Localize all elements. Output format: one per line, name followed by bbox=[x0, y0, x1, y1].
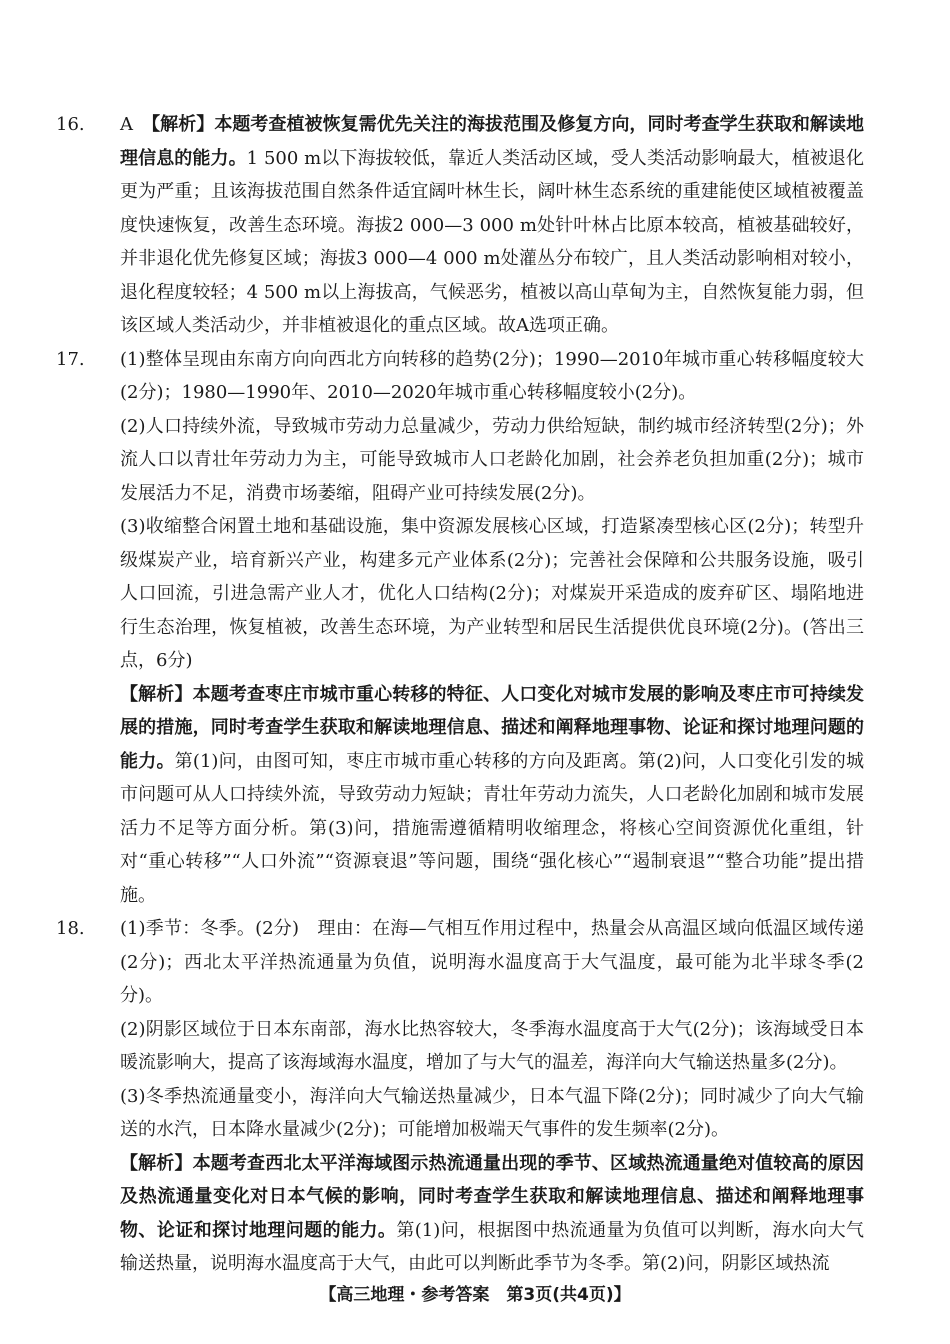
q16-block bbox=[56, 108, 865, 343]
q16-number: 16. bbox=[56, 114, 85, 135]
q18-analysis-tag: 【解析】 bbox=[120, 1152, 193, 1174]
q17-analysis-tag: 【解析】 bbox=[120, 683, 193, 705]
q18-part2: (2)阴影区域位于日本东南部，海水比热容较大，冬季海水温度高于大气(2分)；该海域受日本暖流影响大，提高了该海域海水温度，增加了与大气的温差，海洋向大气输送热量多(2分)。 bbox=[120, 1018, 864, 1073]
q16-analysis-text: 1 500 m以下海拔较低，靠近人类活动区域，受人类活动影响最大，植被退化更为严重；且该海拔范围自然条件适宜阔叶林生长，阔叶林生态系统的重建能使区域植被覆盖度快速恢复，改善生态环境。海拔2 000—3 000 m处针叶林占比原本较高，植被基础较好，并非退化优先修复区域；海拔3 000—4 000 m处灌丛分布较广，且人类活动影响相对较小，退化程度较轻；4 500 m以上海拔高，气候恶劣，植被以高山草甸为主，自然恢复能力弱，但该区域人类活动少，并非植被退化的重点区域。故A选项正确。 bbox=[120, 147, 865, 336]
q18-part1 bbox=[56, 912, 864, 1013]
q17-part2: (2)人口持续外流，导致城市劳动力总量减少，劳动力供给短缺，制约城市经济转型(2分)；外流人口以青壮年劳动力为主，可能导致城市人口老龄化加剧，社会养老负担加重(2分)；城市发展活力不足，消费市场萎缩，阻碍产业可持续发展(2分)。 bbox=[120, 415, 864, 504]
q18-part3: (3)冬季热流通量变小，海洋向大气输送热量减少，日本气温下降(2分)；同时减少了向大气输送的水汽，日本降水量减少(2分)；可能增加极端天气事件的发生频率(2分)。 bbox=[120, 1085, 864, 1140]
q17-analysis-summary: 本题考查枣庄市城市重心转移的特征、人口变化对城市发展的影响及枣庄市可持续发展的措施，同时考查学生获取和解读地理信息、描述和阐释地理事物、论证和探讨地理问题的能力。 bbox=[120, 683, 865, 772]
q17-part3: (3)收缩整合闲置土地和基础设施，集中资源发展核心区域，打造紧凑型核心区(2分)；转型升级煤炭产业，培育新兴产业，构建多元产业体系(2分)；完善社会保障和公共服务设施，吸引人口回流，引进急需产业人才，优化人口结构(2分)；对煤炭开采造成的废弃矿区、塌陷地进行生态治理，恢复植被，改善生态环境，为产业转型和居民生活提供优良环境(2分)。(答出三点，6分) bbox=[120, 516, 864, 671]
q18-analysis-text: 第(1)问，根据图中热流通量为负值可以判断，海水向大气输送热量，说明海水温度高于大气，由此可以判断此季节为冬季。第(2)问，阴影区域热流 bbox=[120, 1219, 865, 1274]
q17-number: 17. bbox=[56, 348, 85, 370]
q16-answer: A bbox=[120, 114, 133, 135]
q16-analysis-summary: 本题考查植被恢复需优先关注的海拔范围及修复方向，同时考查学生获取和解读地理信息的能力。 bbox=[120, 114, 865, 169]
page-footer: 【高三地理・参考答案 第3页(共4页)】 bbox=[319, 1285, 631, 1305]
q17-analysis-text: 第(1)问，由图可知，枣庄市城市重心转移的方向及距离。第(2)问，人口变化引发的城市问题可从人口持续外流，导致劳动力短缺；青壮年劳动力流失，人口老龄化加剧和城市发展活力不足等方面分析。第(3)问，措施需遵循精明收缩理念，将核心空间资源优化重组，针对“重心转移”“人口外流”“资源衰退”等问题，围绕“强化核心”“遏制衰退”“整合功能”提出措施。 bbox=[120, 750, 865, 906]
q18-number: 18. bbox=[56, 918, 85, 939]
answer-content bbox=[56, 108, 865, 1281]
q18-part1-text: (1)季节：冬季。(2分) 理由：在海—气相互作用过程中，热量会从高温区域向低温区域传递(2分)；西北太平洋热流通量为负值，说明海水温度高于大气温度，最可能为北半球冬季(2分)。 bbox=[120, 918, 864, 1006]
q17-part1 bbox=[56, 343, 864, 410]
q18-analysis-summary: 本题考查西北太平洋海域图示热流通量出现的季节、区域热流通量绝对值较高的原因及热流通量变化对日本气候的影响，同时考查学生获取和解读地理信息、描述和阐释地理事物、论证和探讨地理问题的能力。 bbox=[120, 1152, 865, 1241]
q18-analysis bbox=[88, 1147, 864, 1281]
q17-analysis bbox=[88, 678, 864, 913]
q17-part1-text: (1)整体呈现由东南方向向西北方向转移的趋势(2分)；1990—2010年城市重心转移幅度较大(2分)；1980—1990年、2010—2020年城市重心转移幅度较小(2分)。 bbox=[120, 348, 864, 403]
q16-analysis-tag: 【解析】 bbox=[151, 114, 215, 135]
